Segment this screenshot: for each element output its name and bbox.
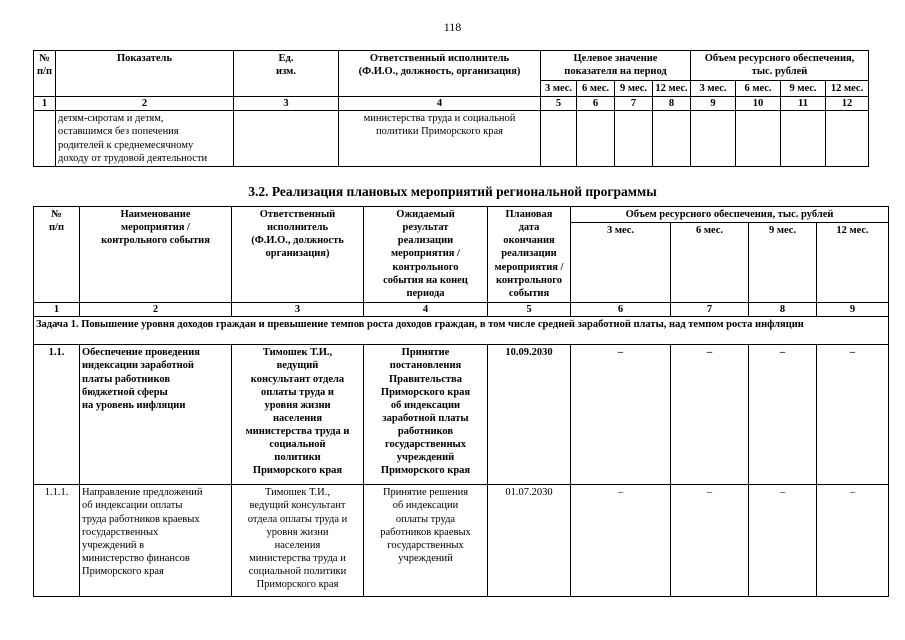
cell-value [736,111,781,167]
cell-value: – [749,345,817,485]
col-number: 6 [577,97,615,111]
cell-value: – [571,485,671,597]
indicators-table [33,50,869,167]
col-number: 1 [34,97,56,111]
col-header-result: Ожидаемый результат реализации мероприятия / контрольного события на конец периода [364,207,488,303]
col-number: 8 [749,303,817,317]
period-header: 3 мес. [541,81,577,97]
period-header: 12 мес. [826,81,869,97]
cell-value [541,111,577,167]
period-header: 12 мес. [817,223,889,303]
col-number: 1 [34,303,80,317]
col-number: 6 [571,303,671,317]
cell-deadline: 01.07.2030 [488,485,571,597]
col-header-name: Наименование мероприятия / контрольного события [80,207,232,303]
cell-value [615,111,653,167]
cell-value [826,111,869,167]
cell-value [577,111,615,167]
table-row [34,485,889,597]
col-number: 2 [56,97,234,111]
cell-name: Направление предложений об индексации оплаты труда работников краевых государственных учреждений в министерство финансов Приморского края [80,485,232,597]
period-header: 6 мес. [577,81,615,97]
period-header: 9 мес. [781,81,826,97]
cell-name: Обеспечение проведения индексации заработной платы работников бюджетной сферы на уровень инфляции [80,345,232,485]
col-header-target: Целевое значение показателя на период [541,51,691,81]
col-header-num: № п/п [34,51,56,97]
cell-executor: министерства труда и социальной политики Приморского края [339,111,541,167]
measures-table [33,206,889,597]
col-number: 5 [541,97,577,111]
col-number: 2 [80,303,232,317]
col-header-deadline: Плановая дата окончания реализации мероприятия / контрольного события [488,207,571,303]
col-header-resources: Объем ресурсного обеспечения, тыс. рублей [691,51,869,81]
cell-num: 1.1. [34,345,80,485]
col-number: 5 [488,303,571,317]
cell-value [781,111,826,167]
col-header-resources: Объем ресурсного обеспечения, тыс. рублей [571,207,889,223]
cell-value: – [817,345,889,485]
col-header-executor: Ответственный исполнитель (Ф.И.О., должность, организация) [339,51,541,97]
col-header-executor: Ответственный исполнитель (Ф.И.О., должность организация) [232,207,364,303]
col-header-indicator: Показатель [56,51,234,97]
cell-value [691,111,736,167]
col-number: 11 [781,97,826,111]
col-number: 7 [615,97,653,111]
cell-num: 1.1.1. [34,485,80,597]
period-header: 9 мес. [749,223,817,303]
cell-result: Принятие решения об индексации оплаты труда работников краевых государственных учреждений [364,485,488,597]
cell-value: – [749,485,817,597]
cell-unit [234,111,339,167]
task-row: Задача 1. Повышение уровня доходов граждан и превышение темпов роста доходов граждан, в том числе средней заработной платы, над темпом роста инфляции [34,317,889,345]
cell-value: – [571,345,671,485]
col-number: 4 [339,97,541,111]
page-number: 118 [443,20,462,34]
col-header-num: № п/п [34,207,80,303]
cell-indicator: детям-сиротам и детям, оставшимся без попечения родителей к среднемесячному доходу от трудовой деятельности [56,111,234,167]
cell-value: – [671,345,749,485]
col-number: 10 [736,97,781,111]
cell-num [34,111,56,167]
period-header: 6 мес. [736,81,781,97]
col-header-unit: Ед. изм. [234,51,339,97]
period-header: 3 мес. [691,81,736,97]
col-number: 3 [234,97,339,111]
col-number: 3 [232,303,364,317]
table-row [34,345,889,485]
period-header: 9 мес. [615,81,653,97]
col-number: 7 [671,303,749,317]
col-number: 9 [691,97,736,111]
cell-executor: Тимошек Т.И., ведущий консультант отдела оплаты труда и уровня жизни населения министерства труда и социальной политики Приморского края [232,345,364,485]
cell-result: Принятие постановления Правительства Приморского края об индексации заработной платы работников государственных учреждений Приморского края [364,345,488,485]
period-header: 6 мес. [671,223,749,303]
cell-value: – [671,485,749,597]
col-number: 9 [817,303,889,317]
cell-executor: Тимошек Т.И., ведущий консультант отдела оплаты труда и уровня жизни населения министерства труда и социальной политики Приморского края [232,485,364,597]
period-header: 3 мес. [571,223,671,303]
cell-deadline: 10.09.2030 [488,345,571,485]
col-number: 4 [364,303,488,317]
cell-value [653,111,691,167]
table-row [34,111,869,167]
col-number: 12 [826,97,869,111]
cell-value: – [817,485,889,597]
period-header: 12 мес. [653,81,691,97]
section-title: 3.2. Реализация плановых мероприятий региональной программы [248,184,657,199]
col-number: 8 [653,97,691,111]
